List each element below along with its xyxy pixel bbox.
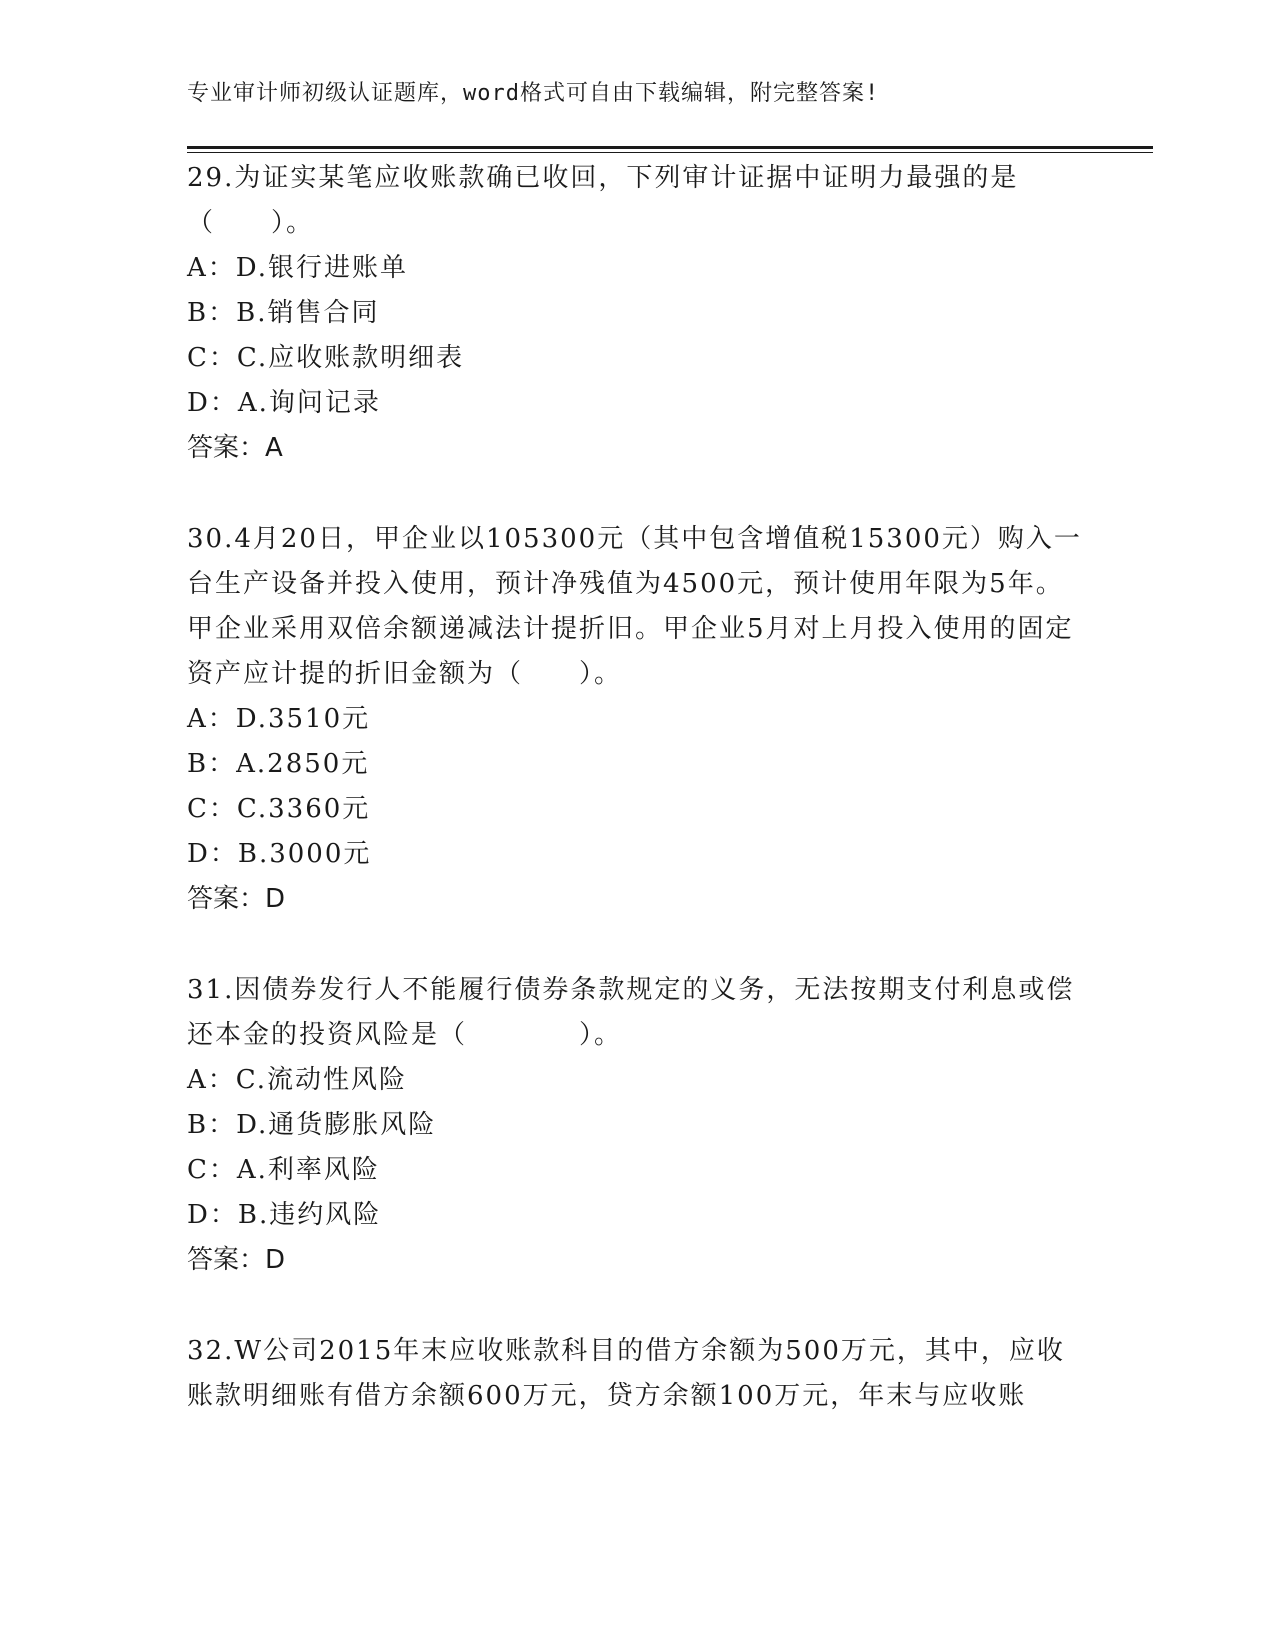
option-a: A：C.流动性风险	[187, 1065, 408, 1095]
option-c: C：C.3360元	[187, 794, 371, 824]
question-stem: 32.W公司2015年末应收账款科目的借方余额为500万元，其中，应收账款明细账有借方余额600万元，贷方余额100万元，年末与应收账	[187, 1336, 1065, 1411]
question-32	[187, 1329, 1087, 1419]
header-rule-thick	[187, 146, 1153, 149]
question-stem: 29.为证实某笔应收账款确已收回，下列审计证据中证明力最强的是（ ）。	[187, 163, 1019, 238]
option-a: A：D.3510元	[187, 704, 371, 734]
option-a: A：D.银行进账单	[187, 253, 408, 283]
option-d: D：B.3000元	[187, 839, 372, 869]
option-c: C：A.利率风险	[187, 1155, 380, 1185]
option-c: C：C.应收账款明细表	[187, 343, 465, 373]
header-rule-thin	[187, 152, 1153, 153]
option-d: D：B.违约风险	[187, 1200, 382, 1230]
question-30	[187, 517, 1087, 922]
question-31	[187, 968, 1087, 1283]
answer-text: 答案：A	[187, 433, 283, 463]
question-stem: 31.因债券发行人不能履行债券条款规定的义务，无法按期支付利息或偿还本金的投资风险是（ ）。	[187, 975, 1075, 1050]
option-b: B：D.通货膨胀风险	[187, 1110, 437, 1140]
answer-text: 答案：D	[187, 884, 286, 914]
option-b: B：A.2850元	[187, 749, 370, 779]
question-list	[187, 156, 1087, 1465]
question-29	[187, 156, 1087, 471]
option-d: D：A.询问记录	[187, 388, 381, 418]
document-header: 专业审计师初级认证题库，word格式可自由下载编辑，附完整答案!	[187, 81, 880, 106]
question-stem: 30.4月20日，甲企业以105300元（其中包含增值税15300元）购入一台生产设备并投入使用，预计净残值为4500元，预计使用年限为5年。甲企业采用双倍余额递减法计提折旧。甲企业5月对上月投入使用的固定资产应计提的折旧金额为（ ）。	[187, 524, 1082, 689]
answer-text: 答案：D	[187, 1245, 286, 1275]
option-b: B：B.销售合同	[187, 298, 380, 328]
